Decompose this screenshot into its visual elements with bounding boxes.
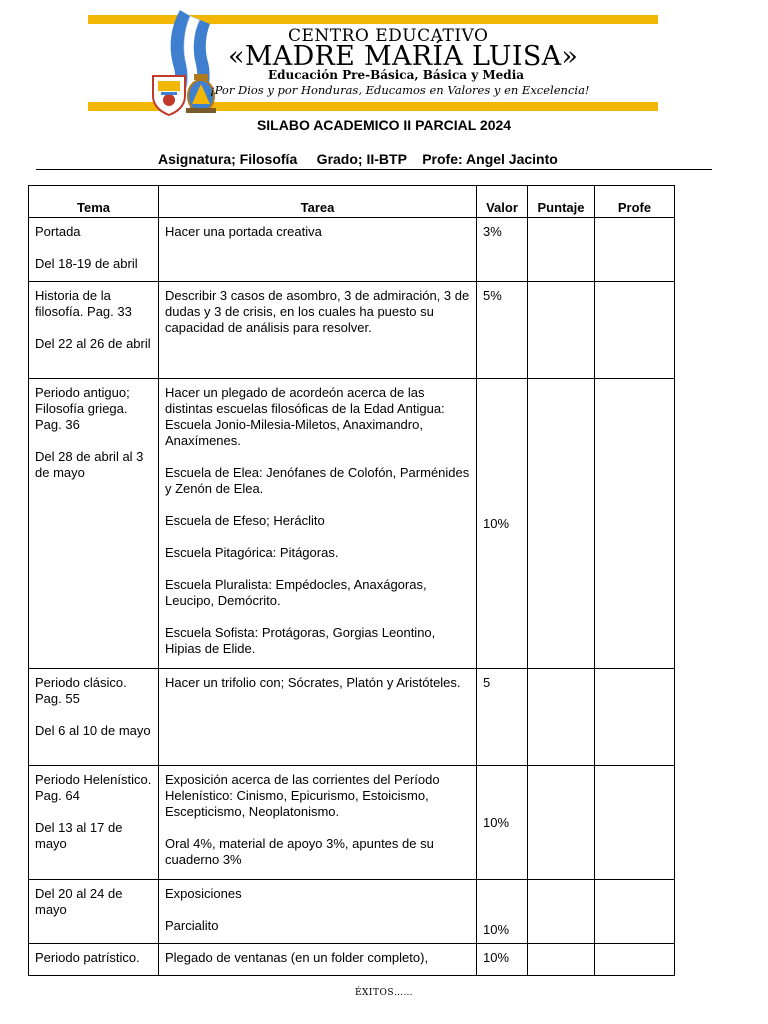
tarea-text: Plegado de ventanas (en un folder completo), bbox=[165, 950, 429, 965]
table-row bbox=[29, 669, 675, 766]
tarea-cell bbox=[159, 379, 477, 669]
syllabus-table bbox=[28, 185, 675, 976]
tema-topic: Periodo clásico. Pag. 55 bbox=[35, 675, 127, 706]
tema-dates: Del 6 al 10 de mayo bbox=[35, 723, 151, 738]
valor-cell: 5% bbox=[477, 282, 528, 379]
tarea-text: Hacer un trifolio con; Sócrates, Platón y Aristóteles. bbox=[165, 675, 461, 690]
profe-cell bbox=[595, 944, 675, 976]
tema-cell bbox=[29, 944, 159, 976]
tema-topic: Historia de la filosofía. Pag. 33 bbox=[35, 288, 132, 319]
tema-dates: Del 13 al 17 de mayo bbox=[35, 820, 123, 851]
valor-cell: 10% bbox=[477, 766, 528, 880]
puntaje-cell bbox=[528, 944, 595, 976]
table-header-row bbox=[29, 186, 675, 218]
table-row bbox=[29, 766, 675, 880]
tema-cell bbox=[29, 766, 159, 880]
tema-topic: Periodo Helenístico. Pag. 64 bbox=[35, 772, 152, 803]
tarea-text: Oral 4%, material de apoyo 3%, apuntes de su cuaderno 3% bbox=[165, 836, 434, 867]
profe-cell bbox=[595, 379, 675, 669]
tarea-text: Escuela de Elea: Jenófanes de Colofón, Parménides y Zenón de Elea. bbox=[165, 465, 470, 496]
tema-cell bbox=[29, 218, 159, 282]
tarea-text: Escuela Sofista: Protágoras, Gorgias Leontino, Hipias de Elide. bbox=[165, 625, 436, 656]
puntaje-cell bbox=[528, 379, 595, 669]
tarea-text: Describir 3 casos de asombro, 3 de admiración, 3 de dudas y 3 de crisis, en los cuales ha puesto su capacidad de análisis para resolver. bbox=[165, 288, 470, 335]
school-type: CENTRO EDUCATIVO bbox=[288, 26, 489, 46]
document-title: SILABO ACADEMICO II PARCIAL 2024 bbox=[256, 117, 512, 133]
tarea-cell bbox=[159, 880, 477, 944]
profe-cell bbox=[595, 282, 675, 379]
tema-dates: Del 18-19 de abril bbox=[35, 256, 138, 271]
column-header-tema: Tema bbox=[29, 186, 159, 218]
tarea-cell bbox=[159, 766, 477, 880]
divider bbox=[36, 169, 712, 170]
school-levels: Educación Pre-Básica, Básica y Media bbox=[268, 68, 525, 82]
column-header-puntaje: Puntaje bbox=[528, 186, 595, 218]
puntaje-cell bbox=[528, 218, 595, 282]
table-row bbox=[29, 880, 675, 944]
table-row bbox=[29, 379, 675, 669]
tema-cell bbox=[29, 880, 159, 944]
column-header-valor: Valor bbox=[477, 186, 528, 218]
school-name: «MADRE MARÍA LUISA» bbox=[228, 41, 579, 72]
profe-cell bbox=[595, 880, 675, 944]
tema-topic: Periodo antiguo; Filosofía griega. Pag. 36 bbox=[35, 385, 130, 432]
tarea-cell bbox=[159, 218, 477, 282]
tarea-cell bbox=[159, 944, 477, 976]
column-header-profe: Profe bbox=[595, 186, 675, 218]
tarea-text: Escuela Pluralista: Empédocles, Anaxágoras, Leucipo, Demócrito. bbox=[165, 577, 427, 608]
school-header bbox=[88, 8, 660, 114]
tema-dates: Del 20 al 24 de mayo bbox=[35, 886, 123, 917]
tarea-text: Parcialito bbox=[165, 918, 219, 933]
tarea-cell bbox=[159, 669, 477, 766]
profe-cell bbox=[595, 669, 675, 766]
tema-cell bbox=[29, 669, 159, 766]
footer-text: ÉXITOS…… bbox=[354, 988, 414, 998]
tema-dates: Del 28 de abril al 3 de mayo bbox=[35, 449, 144, 480]
puntaje-cell bbox=[528, 766, 595, 880]
tarea-cell bbox=[159, 282, 477, 379]
tema-cell bbox=[29, 282, 159, 379]
tarea-text: Exposiciones bbox=[165, 886, 242, 901]
table-row bbox=[29, 944, 675, 976]
school-crest-icon bbox=[150, 72, 188, 116]
table-row bbox=[29, 218, 675, 282]
profe-cell bbox=[595, 766, 675, 880]
tema-cell bbox=[29, 379, 159, 669]
subject-line: Asignatura; Filosofía Grado; II-BTP Profe: Angel Jacinto bbox=[158, 151, 558, 167]
puntaje-cell bbox=[528, 669, 595, 766]
tema-dates: Del 22 al 26 de abril bbox=[35, 336, 151, 351]
school-motto: ¡Por Dios y por Honduras, Educamos en Valores y en Excelencia! bbox=[210, 83, 590, 97]
tema-topic: Periodo patrístico. bbox=[35, 950, 140, 965]
profe-cell bbox=[595, 218, 675, 282]
tarea-text: Hacer una portada creativa bbox=[165, 224, 322, 239]
tema-topic: Portada bbox=[35, 224, 81, 239]
valor-cell: 5 bbox=[477, 669, 528, 766]
puntaje-cell bbox=[528, 282, 595, 379]
valor-cell: 10% bbox=[477, 880, 528, 944]
valor-cell: 10% bbox=[477, 944, 528, 976]
table-row bbox=[29, 282, 675, 379]
tarea-text: Exposición acerca de las corrientes del Período Helenístico: Cinismo, Epicurismo, Estoicismo, Escepticismo, Neoplatonismo. bbox=[165, 772, 440, 819]
valor-cell: 10% bbox=[477, 379, 528, 669]
valor-cell: 3% bbox=[477, 218, 528, 282]
column-header-tarea: Tarea bbox=[159, 186, 477, 218]
puntaje-cell bbox=[528, 880, 595, 944]
tarea-text: Hacer un plegado de acordeón acerca de las distintas escuelas filosóficas de la Edad Antigua: Escuela Jonio-Milesia-Miletos, Anaximandro, Anaxímenes. bbox=[165, 385, 445, 448]
tarea-text: Escuela de Efeso; Heráclito bbox=[165, 513, 325, 528]
tarea-text: Escuela Pitagórica: Pitágoras. bbox=[165, 545, 339, 560]
